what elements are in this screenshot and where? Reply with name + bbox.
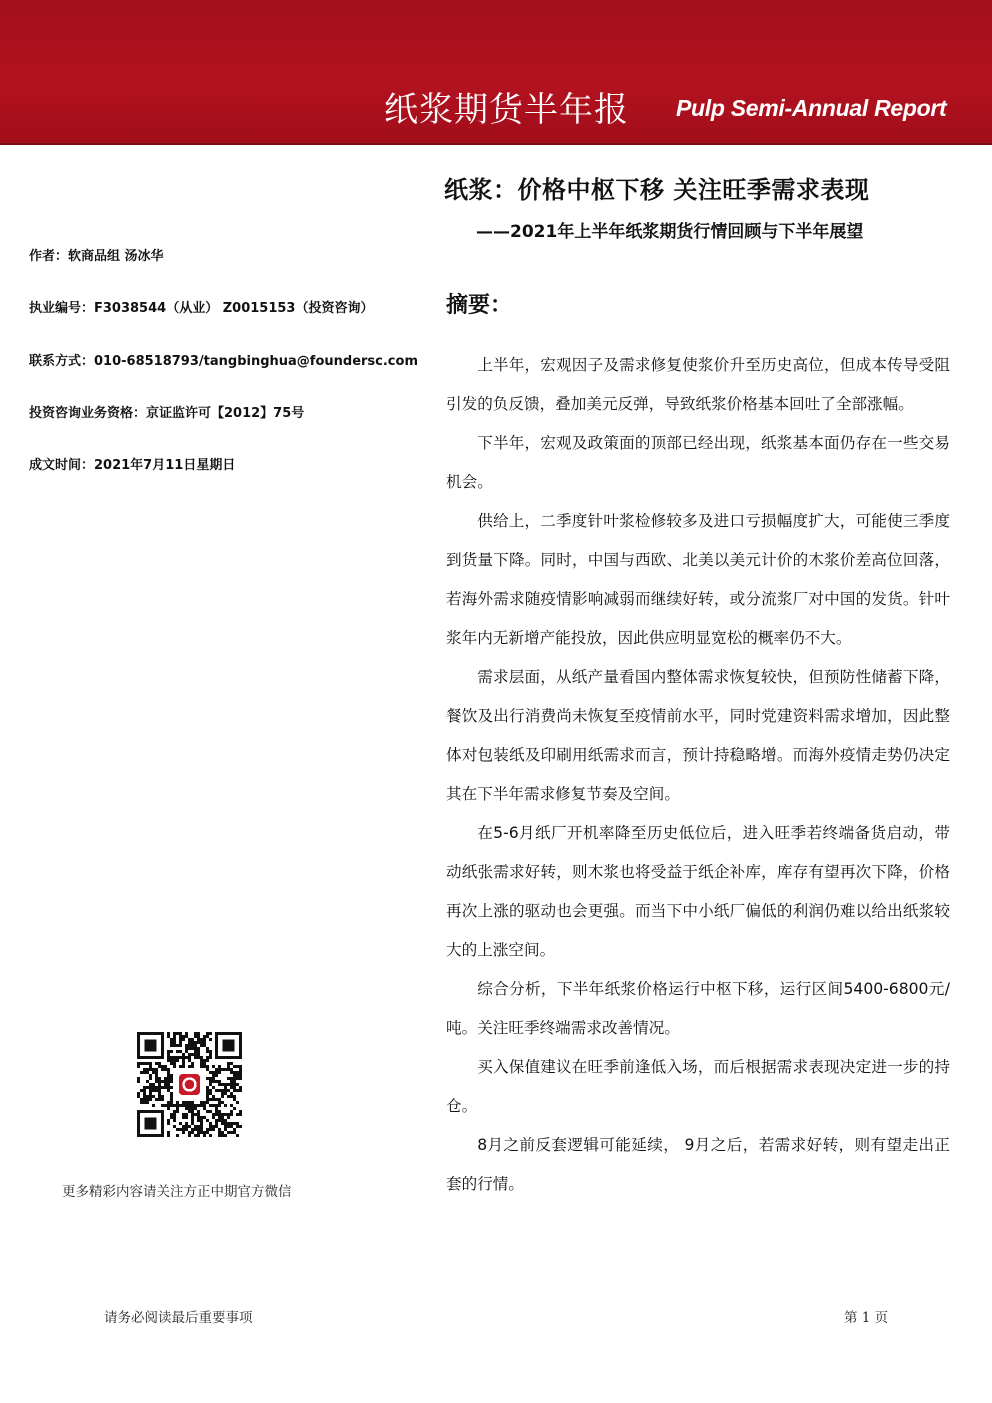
qr-caption: 更多精彩内容请关注方正中期官方微信: [62, 1184, 292, 1200]
summary-paragraph: 下半年，宏观及政策面的顶部已经出现，纸浆基本面仍存在一些交易机会。: [446, 434, 950, 491]
summary-paragraph: 综合分析，下半年纸浆价格运行中枢下移，运行区间5400-6800元/吨。关注旺季终端需求改善情况。: [446, 980, 950, 1037]
summary-paragraph: 8月之前反套逻辑可能延续， 9月之后，若需求好转，则有望走出正套的行情。: [446, 1136, 950, 1193]
summary-paragraph: 上半年，宏观因子及需求修复使浆价升至历史高位，但成本传导受阻引发的负反馈，叠加美元反弹，导致纸浆价格基本回吐了全部涨幅。: [446, 356, 950, 413]
page-number: 第 1 页: [844, 1310, 889, 1326]
footer-notice: 请务必阅读最后重要事项: [104, 1310, 253, 1326]
qualification-line: 投资咨询业务资格：京证监许可【2012】75号: [29, 406, 305, 421]
license-line: 执业编号：F3038544（从业） Z0015153（投资咨询）: [29, 301, 374, 316]
summary-paragraph: 在5-6月纸厂开机率降至历史低位后，进入旺季若终端备货启动，带动纸张需求好转，则木浆也将受益于纸企补库，库存有望再次下降，价格再次上涨的驱动也会更强。而当下中小纸厂偏低的利润仍难以给出纸浆较大的上涨空间。: [446, 824, 950, 959]
contact-line: 联系方式：010-68518793/tangbinghua@foundersc.com: [29, 354, 418, 369]
banner-divider: [0, 143, 992, 145]
report-title: 纸浆：价格中枢下移 关注旺季需求表现: [444, 176, 870, 204]
author-line: 作者：软商品组 汤冰华: [29, 249, 164, 264]
date-line: 成文时间：2021年7月11日星期日: [29, 458, 236, 473]
report-subtitle: ——2021年上半年纸浆期货行情回顾与下半年展望: [476, 222, 864, 242]
summary-paragraph: 买入保值建议在旺季前逢低入场，而后根据需求表现决定进一步的持仓。: [446, 1058, 950, 1115]
banner-title-en: Pulp Semi-Annual Report: [676, 95, 947, 121]
qr-code-icon[interactable]: [134, 1029, 245, 1140]
summary-paragraph: 需求层面，从纸产量看国内整体需求恢复较快，但预防性储蓄下降，餐饮及出行消费尚未恢复至疫情前水平，同时党建资料需求增加，因此整体对包装纸及印刷用纸需求而言，预计持稳略增。而海外疫情走势仍决定其在下半年需求修复节奏及空间。: [446, 668, 950, 803]
summary-body: [446, 346, 950, 1204]
summary-paragraph: 供给上，二季度针叶浆检修较多及进口亏损幅度扩大，可能使三季度到货量下降。同时，中国与西欧、北美以美元计价的木浆价差高位回落，若海外需求随疫情影响减弱而继续好转，或分流浆厂对中国的发货。针叶浆年内无新增产能投放，因此供应明显宽松的概率仍不大。: [446, 512, 950, 647]
banner-title-cn: 纸浆期货半年报: [384, 90, 629, 130]
summary-heading: 摘要：: [446, 293, 513, 318]
